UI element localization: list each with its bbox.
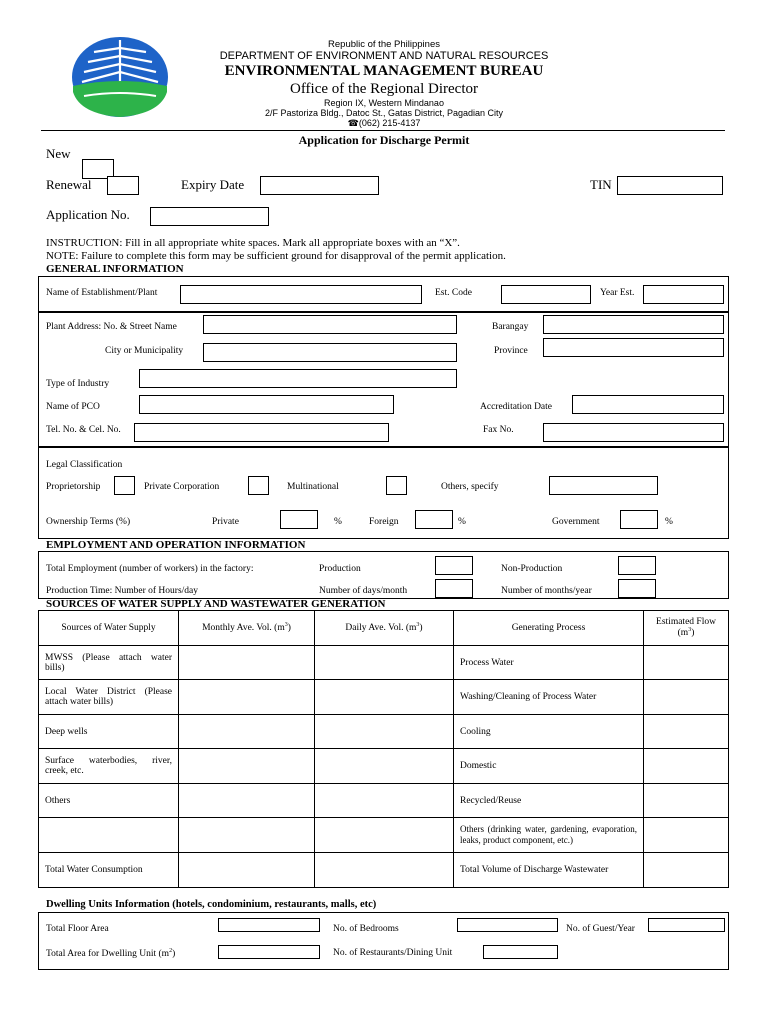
water-table [38,610,729,888]
header-address: 2/F Pastoriza Bldg., Datoc St., Gatas District, Pagadian City [264,108,504,118]
flow-cell[interactable] [644,715,729,749]
non-production-label: Non-Production [501,564,563,574]
monthly-cell[interactable] [179,646,315,680]
daily-cell[interactable] [315,818,454,853]
monthly-cell[interactable] [179,853,315,888]
expiry-date-label: Expiry Date [181,177,245,192]
header-republic: Republic of the Philippines [328,39,440,50]
establishment-field[interactable] [180,285,422,304]
private-pct-sign: % [334,517,342,527]
government-pct-sign: % [665,517,673,527]
daily-cell[interactable] [315,784,454,818]
col-monthly: Monthly Ave. Vol. $(m^3)$ [179,611,315,646]
instruction-text: INSTRUCTION: Fill in all appropriate white spaces. Mark all appropriate boxes with an “X”. [46,237,460,249]
col-flow: Estimated Flow $(m^3)$ [644,611,729,646]
bedrooms-field[interactable] [457,918,558,932]
city-label: City or Municipality [105,346,184,356]
phone-icon: ☎ [347,118,359,128]
header-bureau: ENVIRONMENTAL MANAGEMENT BUREAU [224,63,544,79]
daily-cell[interactable] [315,646,454,680]
process-cell: Total Volume of Discharge Wastewater [454,853,644,888]
dwelling-area-field[interactable] [218,945,320,959]
daily-cell[interactable] [315,853,454,888]
source-cell: Deep wells [39,715,179,749]
table-row [39,749,729,784]
table-row [39,853,729,888]
proprietorship-checkbox[interactable] [114,476,135,495]
guest-label: No. of Guest/Year [566,924,635,934]
monthly-cell[interactable] [179,818,315,853]
months-field[interactable] [618,579,656,598]
table-row [39,818,729,853]
daily-cell[interactable] [315,680,454,715]
private-label: Private [212,517,239,527]
flow-cell[interactable] [644,818,729,853]
flow-cell[interactable] [644,853,729,888]
dwelling-area-label: Total Area for Dwelling Unit $(m^2)$ [46,948,176,960]
table-row [39,680,729,715]
others-label: Others, specify [441,482,499,492]
col-daily: Daily Ave. Vol. $(m^3)$ [315,611,454,646]
establishment-label: Name of Establishment/Plant [46,288,158,298]
province-field[interactable] [543,338,724,357]
process-cell: Cooling [454,715,644,749]
street-field[interactable] [203,315,457,334]
tel-label: Tel. No. & Cel. No. [46,425,121,435]
guest-field[interactable] [648,918,725,932]
legal-label: Legal Classification [46,460,123,470]
industry-field[interactable] [139,369,457,388]
header-divider [41,130,725,131]
flow-cell[interactable] [644,749,729,784]
source-cell: Local Water District (Please attach water bills) [39,680,179,715]
monthly-cell[interactable] [179,784,315,818]
plant-address-label: Plant Address: No. & Street Name [46,322,177,332]
province-label: Province [494,346,528,356]
monthly-cell[interactable] [179,680,315,715]
private-corp-label: Private Corporation [144,482,220,492]
source-cell: Others [39,784,179,818]
process-cell: Others (drinking water, gardening, evaporation, leaks, product component, etc.) [454,818,644,853]
form-title: Application for Discharge Permit [298,133,470,147]
general-info-heading: GENERAL INFORMATION [46,263,184,275]
non-production-field[interactable] [618,556,656,575]
monthly-cell[interactable] [179,715,315,749]
monthly-cell[interactable] [179,749,315,784]
pco-field[interactable] [139,395,394,414]
flow-cell[interactable] [644,784,729,818]
table-row [39,646,729,680]
barangay-field[interactable] [543,315,724,334]
water-heading: SOURCES OF WATER SUPPLY AND WASTEWATER GENERATION [46,598,386,610]
expiry-date-field[interactable] [260,176,379,195]
source-cell: Surface waterbodies, river, creek, etc. [39,749,179,784]
table-row [39,784,729,818]
renewal-label: Renewal [46,177,92,192]
foreign-pct-sign: % [458,517,466,527]
tel-field[interactable] [134,423,389,442]
government-label: Government [552,517,600,527]
total-employment-label: Total Employment (number of workers) in the factory: [46,564,254,574]
others-field[interactable] [549,476,658,495]
year-est-field[interactable] [643,285,724,304]
employment-heading: EMPLOYMENT AND OPERATION INFORMATION [46,539,306,551]
city-field[interactable] [203,343,457,362]
header-phone-number: (062) 215-4137 [358,118,421,128]
pco-label: Name of PCO [46,402,100,412]
government-pct-field[interactable] [620,510,658,529]
hours-label: Production Time: Number of Hours/day [46,586,198,596]
process-cell: Washing/Cleaning of Process Water [454,680,644,715]
dwelling-heading: Dwelling Units Information (hotels, condominium, restaurants, malls, etc) [46,899,377,910]
foreign-pct-field[interactable] [415,510,453,529]
table-row [39,715,729,749]
new-label: New [46,146,71,161]
production-label: Production [319,564,361,574]
months-label: Number of months/year [501,586,592,596]
private-corp-checkbox[interactable] [248,476,269,495]
daily-cell[interactable] [315,749,454,784]
header-department: DEPARTMENT OF ENVIRONMENT AND NATURAL RESOURCES [219,50,549,62]
ownership-label: Ownership Terms (%) [46,517,131,527]
daily-cell[interactable] [315,715,454,749]
floor-area-field[interactable] [218,918,320,932]
accreditation-label: Accreditation Date [480,402,553,412]
process-cell: Domestic [454,749,644,784]
application-no-field[interactable] [150,207,269,226]
multinational-checkbox[interactable] [386,476,407,495]
header-phone [0,118,768,129]
source-cell[interactable] [39,818,179,853]
restaurants-field[interactable] [483,945,558,959]
multinational-label: Multinational [287,482,339,492]
production-field[interactable] [435,556,473,575]
year-est-label: Year Est. [600,288,635,298]
dwelling-panel [38,912,729,970]
accreditation-field[interactable] [572,395,724,414]
tin-label: TIN [590,177,612,192]
flow-cell[interactable] [644,646,729,680]
source-cell: Total Water Consumption [39,853,179,888]
process-cell: Process Water [454,646,644,680]
proprietorship-label: Proprietorship [46,482,101,492]
flow-cell[interactable] [644,680,729,715]
est-code-label: Est. Code [435,288,472,298]
renewal-checkbox[interactable] [107,176,139,195]
fax-label: Fax No. [483,425,514,435]
days-label: Number of days/month [319,586,408,596]
restaurants-label: No. of Restaurants/Dining Unit [333,948,453,958]
process-cell: Recycled/Reuse [454,784,644,818]
barangay-label: Barangay [492,322,529,332]
fax-field[interactable] [543,423,724,442]
foreign-label: Foreign [369,517,399,527]
col-sources: Sources of Water Supply [39,611,179,646]
water-table-header [39,611,729,646]
col-process: Generating Process [454,611,644,646]
source-cell: MWSS (Please attach water bills) [39,646,179,680]
header-region: Region IX, Western Mindanao [324,98,444,108]
tin-field[interactable] [617,176,723,195]
industry-label: Type of Industry [46,379,110,389]
days-field[interactable] [435,579,473,598]
bedrooms-label: No. of Bedrooms [333,924,399,934]
application-no-label: Application No. [46,207,130,222]
note-text: NOTE: Failure to complete this form may be sufficient ground for disapproval of the permit application. [46,250,506,262]
header-office: Office of the Regional Director [290,81,478,97]
est-code-field[interactable] [501,285,591,304]
private-pct-field[interactable] [280,510,318,529]
floor-area-label: Total Floor Area [46,924,109,934]
